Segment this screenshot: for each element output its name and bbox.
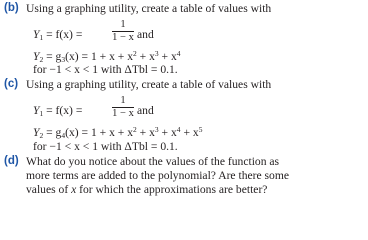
part-b-fraction: 1 1 − x [112,19,134,43]
part-b-domain: for −1 < x < 1 with ΔTbl = 0.1. [33,63,178,76]
part-c-intro: Using a graphing utility, create a table of values with [26,78,272,91]
part-c-and: and [137,104,154,117]
part-c-domain: for −1 < x < 1 with ΔTbl = 0.1. [33,140,178,153]
part-b-y2-equation: $Y_2 = g_3(x) = 1 + x + x^2 + x^3 + x^4$ [33,49,181,64]
part-b-and: and [137,28,154,41]
part-b-intro: Using a graphing utility, create a table of values with [26,2,272,15]
part-b-y1-equation: $Y_1 = f(x)$ = [33,28,83,42]
part-c-y2-equation: $Y_2 = g_4(x) = 1 + x + x^2 + x^3 + x^4 + x^5$ [33,125,203,140]
part-c-fraction: 1 1 − x [112,95,134,119]
part-d-label: (d) [4,155,19,167]
part-d-line-3: values of x for which the approximations are better? [26,183,268,196]
part-c-y1-equation: $Y_1 = f(x)$ = [33,104,83,118]
part-c-label: (c) [4,78,19,90]
part-b-label: (b) [4,2,19,14]
part-d-line-2: more terms are added to the polynomial? Are there some [26,169,290,182]
part-d-line-1: What do you notice about the values of the function as [26,155,280,168]
